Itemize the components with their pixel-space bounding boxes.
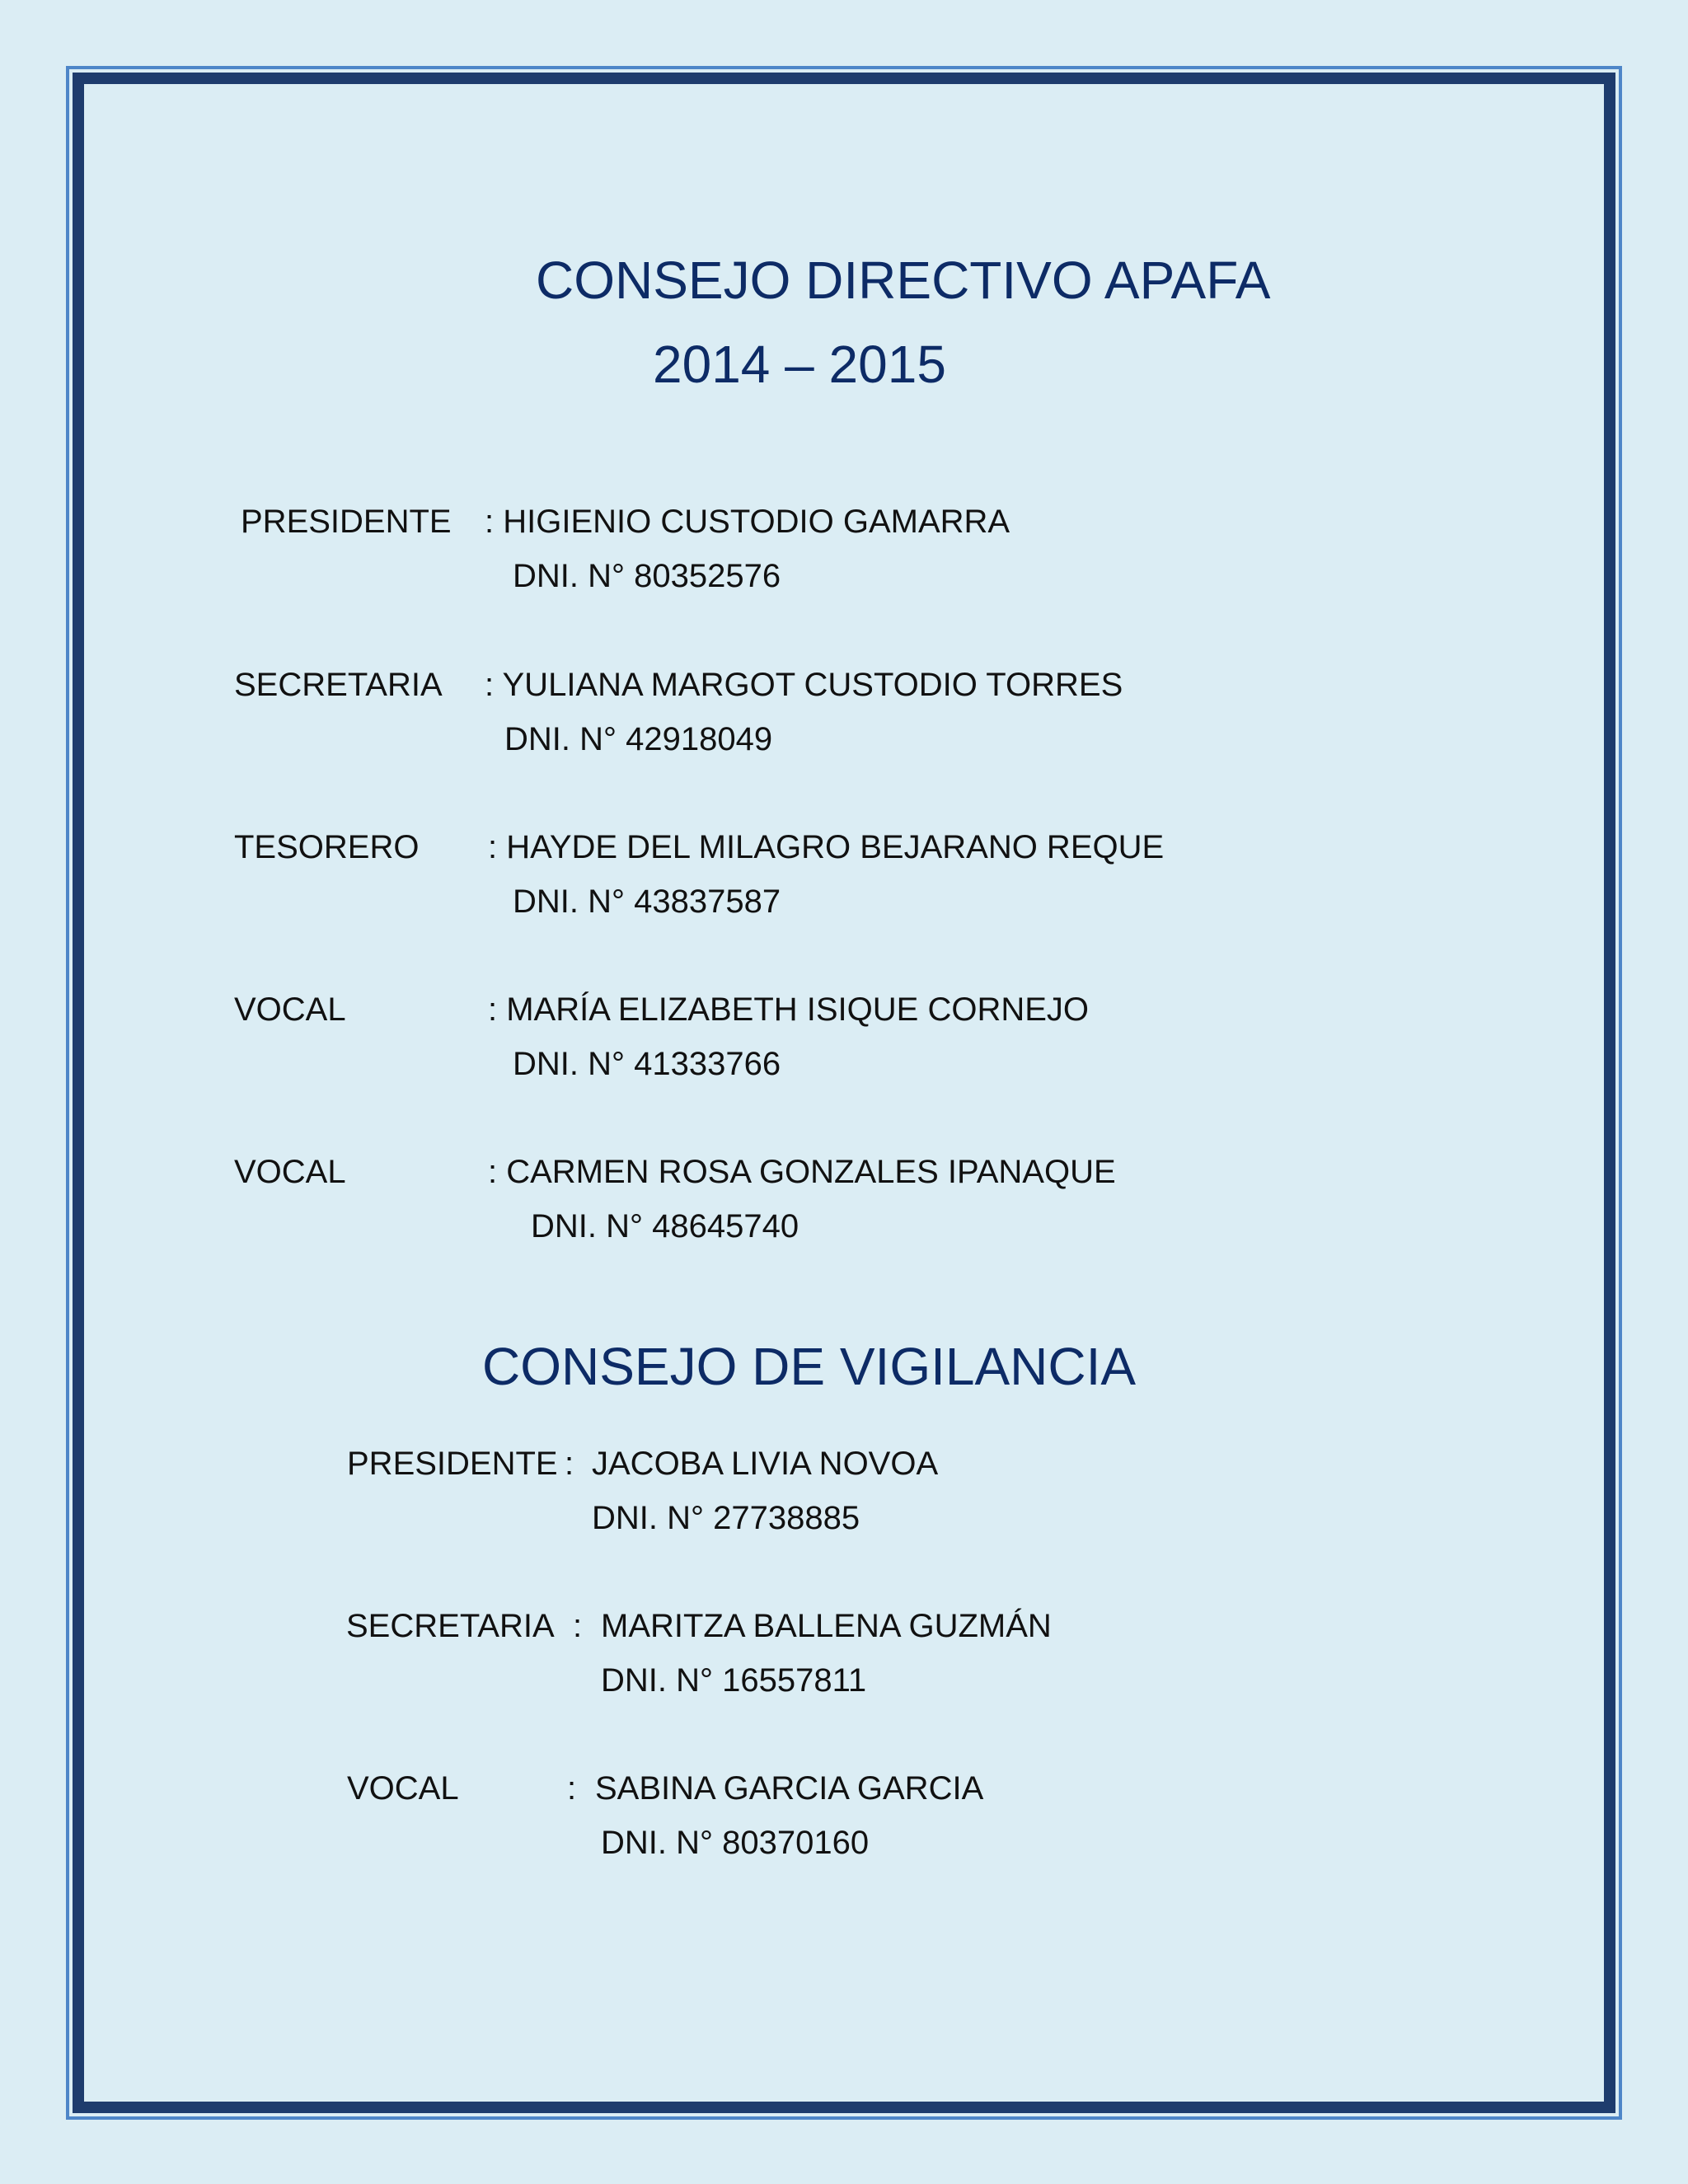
section-title-vigilance: CONSEJO DE VIGILANCIA: [482, 1337, 1137, 1396]
member-role: PRESIDENTE: [241, 504, 452, 540]
member-dni: DNI. N° 27738885: [592, 1500, 860, 1536]
member-separator: :: [567, 1770, 577, 1807]
member-name: : CARMEN ROSA GONZALES IPANAQUE: [488, 1154, 1116, 1190]
member-dni: DNI. N° 42918049: [504, 721, 773, 757]
member-name: : MARÍA ELIZABETH ISIQUE CORNEJO: [488, 991, 1090, 1028]
member-name: : YULIANA MARGOT CUSTODIO TORRES: [485, 667, 1123, 703]
member-dni: DNI. N° 16557811: [601, 1662, 867, 1699]
member-role: TESORERO: [234, 829, 420, 865]
member-dni: DNI. N° 80370160: [601, 1825, 870, 1861]
member-dni: DNI. N° 48645740: [531, 1208, 799, 1244]
member-dni: DNI. N° 41333766: [513, 1046, 781, 1082]
page-title: CONSEJO DIRECTIVO APAFA: [536, 251, 1271, 310]
member-role: VOCAL: [347, 1770, 459, 1807]
member-dni: DNI. N° 80352576: [513, 558, 781, 594]
member-name: : HAYDE DEL MILAGRO BEJARANO REQUE: [488, 829, 1165, 865]
member-name: : HIGIENIO CUSTODIO GAMARRA: [485, 504, 1010, 540]
member-role: SECRETARIA: [346, 1608, 555, 1644]
member-name: JACOBA LIVIA NOVOA: [592, 1446, 939, 1482]
member-name: SABINA GARCIA GARCIA: [595, 1770, 984, 1807]
member-role: PRESIDENTE: [347, 1446, 558, 1482]
member-separator: :: [573, 1608, 583, 1644]
member-dni: DNI. N° 43837587: [513, 883, 781, 920]
member-name: MARITZA BALLENA GUZMÁN: [601, 1608, 1052, 1644]
member-role: VOCAL: [234, 1154, 346, 1190]
member-role: VOCAL: [234, 991, 346, 1028]
page-subtitle-years: 2014 – 2015: [653, 335, 946, 394]
member-separator: :: [565, 1446, 574, 1482]
member-role: SECRETARIA: [234, 667, 443, 703]
